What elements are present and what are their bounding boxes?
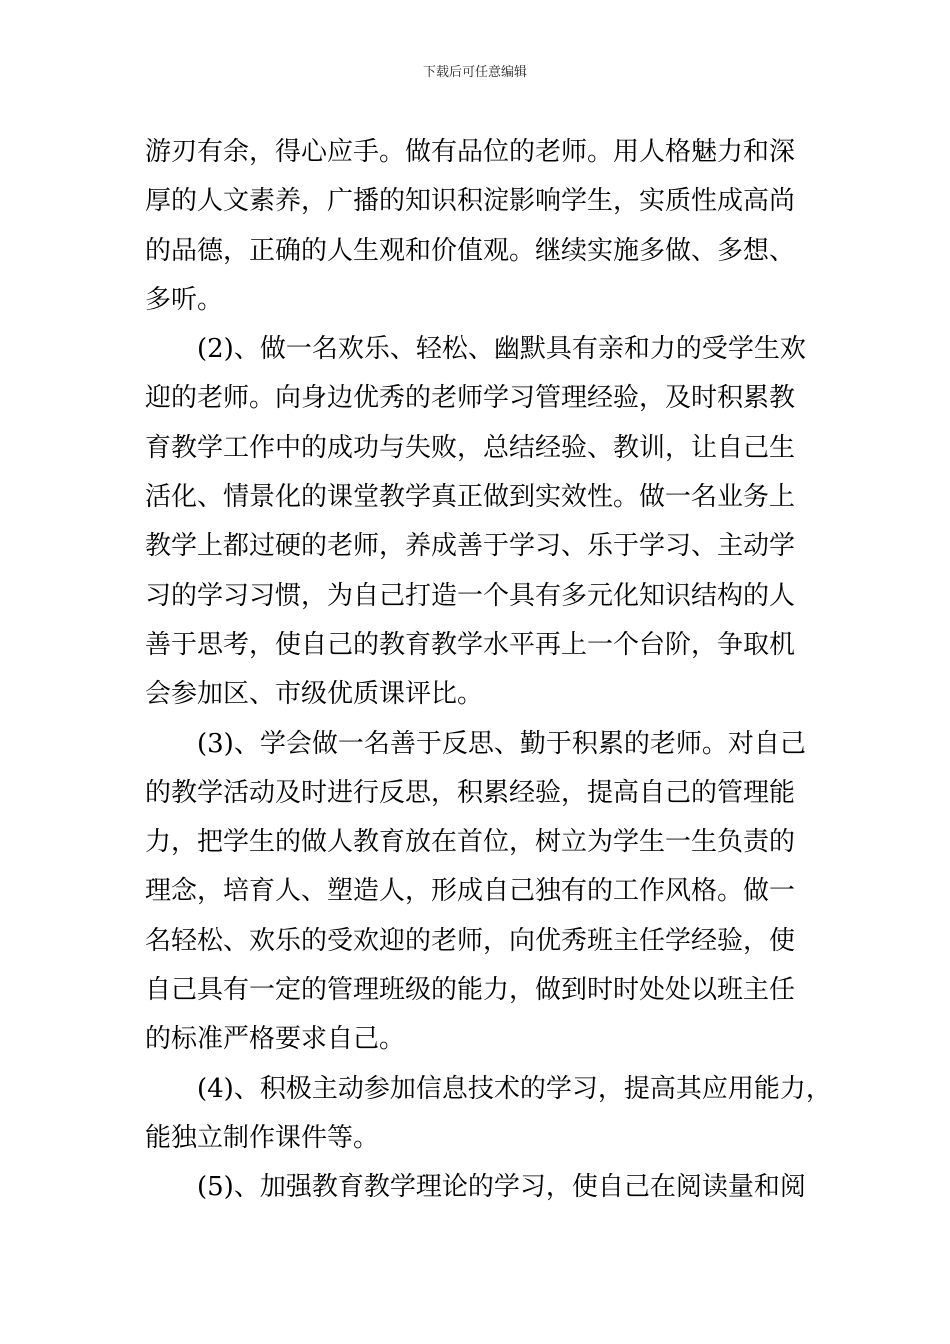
text-line: 自己具有一定的管理班级的能力，做到时时处处以班主任 <box>145 975 796 1006</box>
text-line: 的标准严格要求自己。 <box>145 1024 406 1055</box>
paragraph-start-line: (5)、加强教育教学理论的学习，使自己在阅读量和阅 <box>197 1172 806 1203</box>
paragraph-start-line: (4)、积极主动参加信息技术的学习，提高其应用能力， <box>197 1073 832 1104</box>
text-line: 能独立制作课件等。 <box>145 1122 380 1153</box>
paragraph-start-line: (2)、做一名欢乐、轻松、幽默具有亲和力的受学生欢 <box>197 334 806 365</box>
text-line: 的品德，正确的人生观和价值观。继续实施多做、多想、 <box>145 235 796 266</box>
text-line: 教学上都过硬的老师，养成善于学习、乐于学习、主动学 <box>145 531 796 562</box>
text-line: 会参加区、市级优质课评比。 <box>145 679 484 710</box>
text-line: 多听。 <box>145 284 224 315</box>
paragraph-start-line: (3)、学会做一名善于反思、勤于积累的老师。对自己 <box>197 728 806 759</box>
text-line: 理念，培育人、塑造人，形成自己独有的工作风格。做一 <box>145 876 796 907</box>
text-line: 的教学活动及时进行反思，积累经验，提高自己的管理能 <box>145 777 796 808</box>
page-header-note: 下载后可任意编辑 <box>422 65 527 80</box>
text-line: 活化、情景化的课堂教学真正做到实效性。做一名业务上 <box>145 482 796 513</box>
text-line: 游刃有余，得心应手。做有品位的老师。用人格魅力和深 <box>145 137 796 167</box>
text-line: 善于思考，使自己的教育教学水平再上一个台阶，争取机 <box>145 629 796 660</box>
text-line: 育教学工作中的成功与失败，总结经验、教训，让自己生 <box>145 432 796 463</box>
text-line: 厚的人文素养，广播的知识积淀影响学生，实质性成高尚 <box>145 186 796 217</box>
document-body <box>145 128 832 1213</box>
text-line: 名轻松、欢乐的受欢迎的老师，向优秀班主任学经验，使 <box>145 925 796 956</box>
text-line: 力，把学生的做人教育放在首位，树立为学生一生负责的 <box>145 827 796 858</box>
text-line: 迎的老师。向身边优秀的老师学习管理经验，及时积累教 <box>145 383 796 414</box>
text-line: 习的学习习惯，为自己打造一个具有多元化知识结构的人 <box>145 580 796 611</box>
